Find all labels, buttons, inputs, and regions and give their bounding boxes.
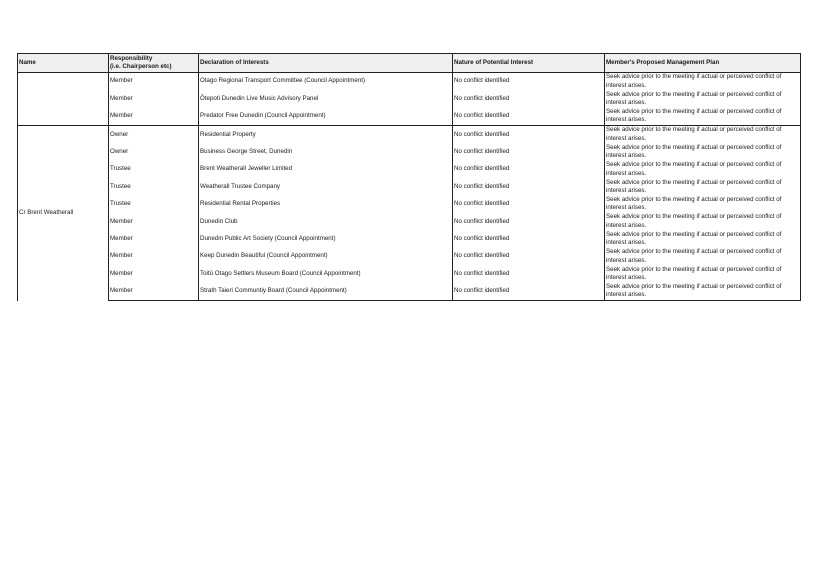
responsibility-cell: Member	[109, 73, 199, 91]
responsibility-cell: Trustee	[109, 178, 199, 195]
table-row	[18, 231, 801, 248]
plan-cell: Seek advice prior to the meeting if actual or perceived conflict of interest arises.	[605, 144, 801, 161]
nature-cell: No conflict identified	[453, 126, 605, 144]
plan-cell: Seek advice prior to the meeting if actual or perceived conflict of interest arises.	[605, 178, 801, 195]
table-row	[18, 196, 801, 213]
plan-cell: Seek advice prior to the meeting if actual or perceived conflict of interest arises.	[605, 213, 801, 230]
header-nature: Nature of Potential Interest	[453, 54, 605, 73]
declaration-cell: Strath Taieri Communtiy Board (Council Appointment)	[199, 283, 453, 301]
declaration-cell: Brent Weatherall Jeweller Limited	[199, 161, 453, 178]
responsibility-cell: Trustee	[109, 161, 199, 178]
responsibility-cell: Member	[109, 90, 199, 107]
header-responsibility-line1: Responsibility	[110, 54, 153, 62]
responsibility-cell: Member	[109, 108, 199, 126]
plan-cell: Seek advice prior to the meeting if actual or perceived conflict of interest arises.	[605, 283, 801, 301]
nature-cell: No conflict identified	[453, 108, 605, 126]
nature-cell: No conflict identified	[453, 283, 605, 301]
table-row	[18, 108, 801, 126]
declaration-cell: Toitū Otago Settlers Museum Board (Council Appointment)	[199, 265, 453, 282]
declaration-cell: Residential Rental Properties	[199, 196, 453, 213]
nature-cell: No conflict identified	[453, 161, 605, 178]
table-row	[18, 144, 801, 161]
plan-cell: Seek advice prior to the meeting if actual or perceived conflict of interest arises.	[605, 265, 801, 282]
table-row	[18, 73, 801, 91]
plan-cell: Seek advice prior to the meeting if actual or perceived conflict of interest arises.	[605, 126, 801, 144]
nature-cell: No conflict identified	[453, 248, 605, 265]
responsibility-cell: Member	[109, 231, 199, 248]
header-plan: Member's Proposed Management Plan	[605, 54, 801, 73]
responsibility-cell: Member	[109, 213, 199, 230]
plan-cell: Seek advice prior to the meeting if actual or perceived conflict of interest arises.	[605, 196, 801, 213]
plan-cell: Seek advice prior to the meeting if actual or perceived conflict of interest arises.	[605, 90, 801, 107]
plan-cell: Seek advice prior to the meeting if actual or perceived conflict of interest arises.	[605, 248, 801, 265]
header-name: Name	[18, 54, 109, 73]
table-row	[18, 90, 801, 107]
table-row	[18, 213, 801, 230]
declaration-cell: Otago Regional Transport Committee (Council Appointment)	[199, 73, 453, 91]
declaration-cell: Dunedin Club	[199, 213, 453, 230]
table-row	[18, 248, 801, 265]
declaration-cell: Ōtepoti Dunedin Live Music Advisory Panel	[199, 90, 453, 107]
nature-cell: No conflict identified	[453, 265, 605, 282]
table-row	[18, 178, 801, 195]
responsibility-cell: Member	[109, 265, 199, 282]
responsibility-cell: Trustee	[109, 196, 199, 213]
table-row	[18, 283, 801, 301]
responsibility-cell: Owner	[109, 126, 199, 144]
nature-cell: No conflict identified	[453, 73, 605, 91]
table-row	[18, 265, 801, 282]
responsibility-cell: Owner	[109, 144, 199, 161]
plan-cell: Seek advice prior to the meeting if actual or perceived conflict of interest arises.	[605, 108, 801, 126]
responsibility-cell: Member	[109, 283, 199, 301]
declaration-cell: Weatherall Trustee Company	[199, 178, 453, 195]
header-responsibility	[109, 54, 199, 73]
register-of-interests-table	[17, 53, 801, 301]
header-row	[18, 54, 801, 73]
responsibility-cell: Member	[109, 248, 199, 265]
nature-cell: No conflict identified	[453, 178, 605, 195]
nature-cell: No conflict identified	[453, 90, 605, 107]
nature-cell: No conflict identified	[453, 144, 605, 161]
declaration-cell: Keep Dunedin Beautiful (Council Appointment)	[199, 248, 453, 265]
declaration-cell: Residential Property	[199, 126, 453, 144]
plan-cell: Seek advice prior to the meeting if actual or perceived conflict of interest arises.	[605, 73, 801, 91]
table-row	[18, 126, 801, 144]
declaration-cell: Dunedin Public Art Society (Council Appointment)	[199, 231, 453, 248]
member-name-cell	[18, 73, 109, 126]
nature-cell: No conflict identified	[453, 213, 605, 230]
header-declaration: Declaration of Interests	[199, 54, 453, 73]
plan-cell: Seek advice prior to the meeting if actual or perceived conflict of interest arises.	[605, 231, 801, 248]
nature-cell: No conflict identified	[453, 196, 605, 213]
plan-cell: Seek advice prior to the meeting if actual or perceived conflict of interest arises.	[605, 161, 801, 178]
declaration-cell: Predator Free Dunedin (Council Appointment)	[199, 108, 453, 126]
member-name-cell: Cr Brent Weatherall	[18, 126, 109, 301]
declaration-cell: Business George Street, Dunedin	[199, 144, 453, 161]
header-responsibility-line2: (i.e. Chairperson etc)	[110, 63, 172, 70]
table-row	[18, 161, 801, 178]
nature-cell: No conflict identified	[453, 231, 605, 248]
